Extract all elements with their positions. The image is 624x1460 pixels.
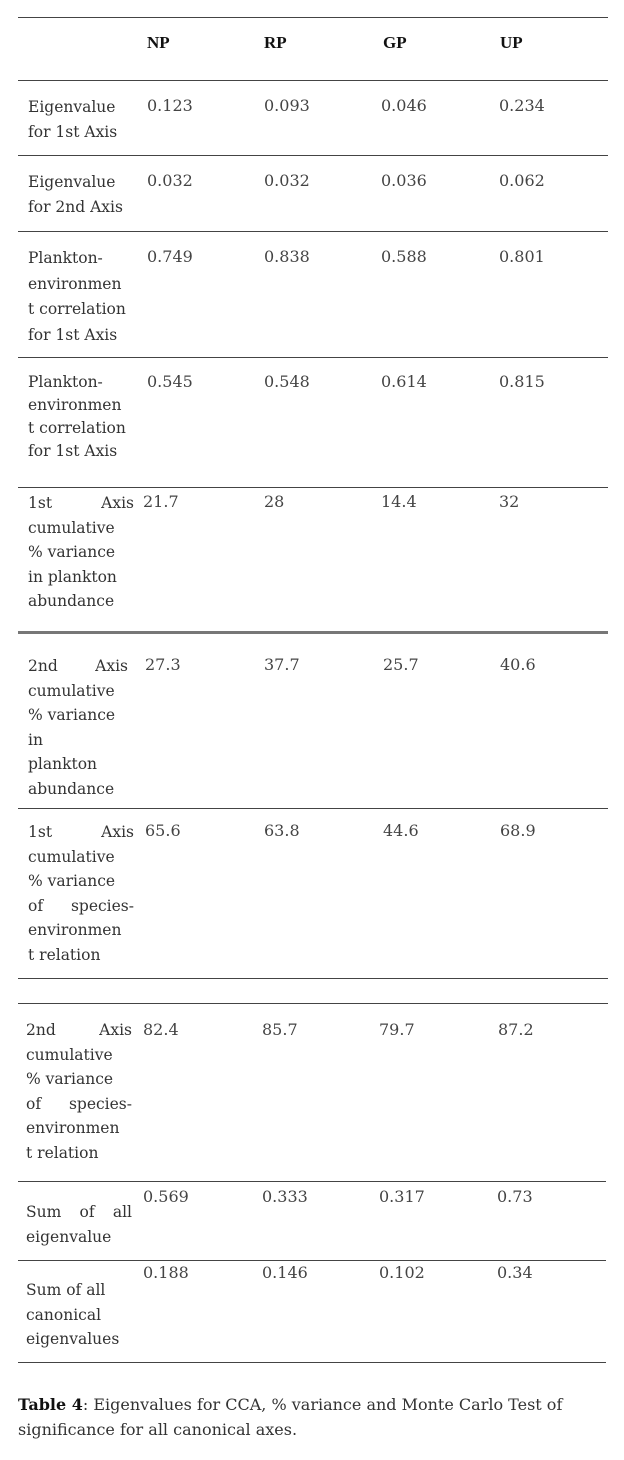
- row-label: [28, 654, 128, 801]
- section-rule: [18, 631, 608, 634]
- row-label-word: of: [79, 1203, 95, 1221]
- row-label-line-text: 2nd: [28, 657, 58, 675]
- table-cell: 21.7: [143, 492, 179, 511]
- column-header-rp: RP: [264, 33, 287, 52]
- row-label-word: species-: [68, 1094, 132, 1113]
- table-cell: 0.333: [262, 1187, 308, 1206]
- table-cell: 0.062: [499, 171, 545, 190]
- row-label-word: all: [112, 1203, 132, 1221]
- row-label-line-text: of: [26, 1094, 42, 1113]
- row-label-line-text: 1st: [28, 823, 53, 841]
- table-cell: 79.7: [379, 1020, 415, 1039]
- table-cell: 0.34: [497, 1263, 533, 1282]
- table-cell: 0.032: [264, 171, 310, 190]
- row-label: [28, 95, 134, 144]
- row-label-line: cumulative: [28, 518, 115, 537]
- row-label-line: for 1st Axis: [28, 325, 118, 344]
- row-label-line: abundance: [28, 592, 115, 610]
- row-label-line: [28, 654, 128, 679]
- row-rule: [18, 1260, 606, 1261]
- row-label-line-text: 2nd: [26, 1021, 56, 1039]
- column-header-gp: GP: [383, 33, 407, 52]
- table-cell: 0.046: [381, 96, 427, 115]
- table-cell: 0.815: [499, 372, 545, 391]
- row-label-line: cumulative: [28, 681, 115, 700]
- table-cell: 0.73: [497, 1187, 533, 1206]
- table-caption: [18, 1392, 614, 1442]
- table-cell: 40.6: [500, 655, 536, 674]
- table-cell: 0.545: [147, 372, 193, 391]
- table-cell: 0.317: [379, 1187, 425, 1206]
- table-cell: 82.4: [143, 1020, 179, 1039]
- row-label-line: Sum of all: [26, 1281, 106, 1299]
- caption-text: : Eigenvalues for CCA, % variance and Monte Carlo Test of significance for all canonical axes.: [18, 1395, 563, 1439]
- column-header-np: NP: [147, 33, 170, 52]
- table-cell: 0.234: [499, 96, 545, 115]
- row-label-line: plankton: [28, 755, 98, 773]
- table-cell: 0.123: [147, 96, 193, 115]
- row-rule: [18, 155, 608, 156]
- table-bottom-rule: [18, 1362, 606, 1363]
- table-top-rule: [18, 17, 608, 18]
- row-label-line: [28, 491, 134, 516]
- row-label: [26, 1018, 132, 1165]
- row-label-line: cumulative: [28, 847, 115, 866]
- table-cell: 0.036: [381, 171, 427, 190]
- table-cell: 32: [499, 492, 520, 511]
- table-cell: 25.7: [383, 655, 419, 674]
- row-label-line: environmen: [26, 1119, 120, 1137]
- row-label: [28, 491, 134, 614]
- row-label-line: cumulative: [26, 1045, 113, 1064]
- row-rule: [18, 487, 608, 488]
- table-cell: 63.8: [264, 821, 300, 840]
- row-label-line: t correlation: [28, 300, 126, 318]
- row-label: [28, 371, 134, 463]
- row-label-line: Plankton-: [28, 373, 103, 391]
- row-label-line: in: [28, 730, 43, 749]
- row-label-word: Axis: [101, 494, 134, 512]
- table-cell: 0.614: [381, 372, 427, 391]
- row-label-line: [26, 1200, 132, 1225]
- row-rule: [18, 1181, 606, 1182]
- row-label: [28, 170, 134, 219]
- column-header-up: UP: [500, 33, 523, 52]
- row-label-word: Axis: [95, 657, 128, 675]
- caption-label: Table 4: [18, 1395, 83, 1414]
- row-rule: [18, 978, 608, 979]
- row-label-line: Eigenvalue: [28, 98, 116, 116]
- row-label-line: [28, 820, 134, 845]
- header-rule: [18, 80, 608, 81]
- row-label-word: Axis: [99, 1021, 132, 1039]
- row-rule: [18, 357, 608, 358]
- row-label: [28, 246, 134, 348]
- row-label-line-text: Sum: [26, 1203, 62, 1221]
- row-label-line: environmen: [28, 274, 122, 293]
- row-label-line: [28, 894, 134, 919]
- row-label-line: eigenvalue: [26, 1227, 112, 1246]
- table-cell: 0.102: [379, 1263, 425, 1282]
- table-cell: 85.7: [262, 1020, 298, 1039]
- row-label-line: t correlation: [28, 419, 126, 437]
- table-cell: 14.4: [381, 492, 417, 511]
- table-cell: 0.548: [264, 372, 310, 391]
- row-label-line: environmen: [28, 396, 122, 414]
- row-label-line: canonical: [26, 1305, 102, 1324]
- table-cell: 0.838: [264, 247, 310, 266]
- row-label-line: t relation: [26, 1143, 99, 1162]
- table-cell: 0.749: [147, 247, 193, 266]
- row-label-line: % variance: [28, 706, 116, 724]
- row-label-line: environmen: [28, 921, 122, 939]
- row-label-line: in plankton: [28, 567, 117, 586]
- table-cell: 0.032: [147, 171, 193, 190]
- table-cell: 0.146: [262, 1263, 308, 1282]
- row-label-line: t relation: [28, 945, 101, 964]
- table-cell: 28: [264, 492, 285, 511]
- table-cell: 0.188: [143, 1263, 189, 1282]
- table-cell: 0.588: [381, 247, 427, 266]
- row-label-line: abundance: [28, 779, 115, 798]
- row-rule: [18, 231, 608, 232]
- row-label-line: for 1st Axis: [28, 122, 118, 141]
- table-cell: 27.3: [145, 655, 181, 674]
- row-label: [26, 1278, 132, 1352]
- table-cell: 0.093: [264, 96, 310, 115]
- row-rule: [18, 808, 608, 809]
- row-label: [26, 1200, 132, 1249]
- table-cell: 87.2: [498, 1020, 534, 1039]
- row-label-line: [26, 1092, 132, 1117]
- row-label-line: eigenvalues: [26, 1330, 120, 1348]
- row-label: [28, 820, 134, 967]
- row-label-line-text: 1st: [28, 494, 53, 512]
- row-label-line: % variance: [26, 1070, 114, 1088]
- table-cell: 0.801: [499, 247, 545, 266]
- table-cell: 65.6: [145, 821, 181, 840]
- row-label-word: Axis: [101, 823, 134, 841]
- row-label-line: % variance: [28, 872, 116, 890]
- row-label-line-text: of: [28, 896, 44, 915]
- row-label-line: Plankton-: [28, 249, 103, 267]
- row-rule: [18, 1003, 608, 1004]
- row-label-line: for 2nd Axis: [28, 197, 123, 216]
- row-label-line: for 1st Axis: [28, 442, 118, 460]
- row-label-line: Eigenvalue: [28, 173, 116, 191]
- table-cell: 0.569: [143, 1187, 189, 1206]
- table-cell: 44.6: [383, 821, 419, 840]
- row-label-word: species-: [70, 896, 134, 915]
- table-cell: 68.9: [500, 821, 536, 840]
- row-label-line: % variance: [28, 543, 116, 561]
- table-cell: 37.7: [264, 655, 300, 674]
- row-label-line: [26, 1018, 132, 1043]
